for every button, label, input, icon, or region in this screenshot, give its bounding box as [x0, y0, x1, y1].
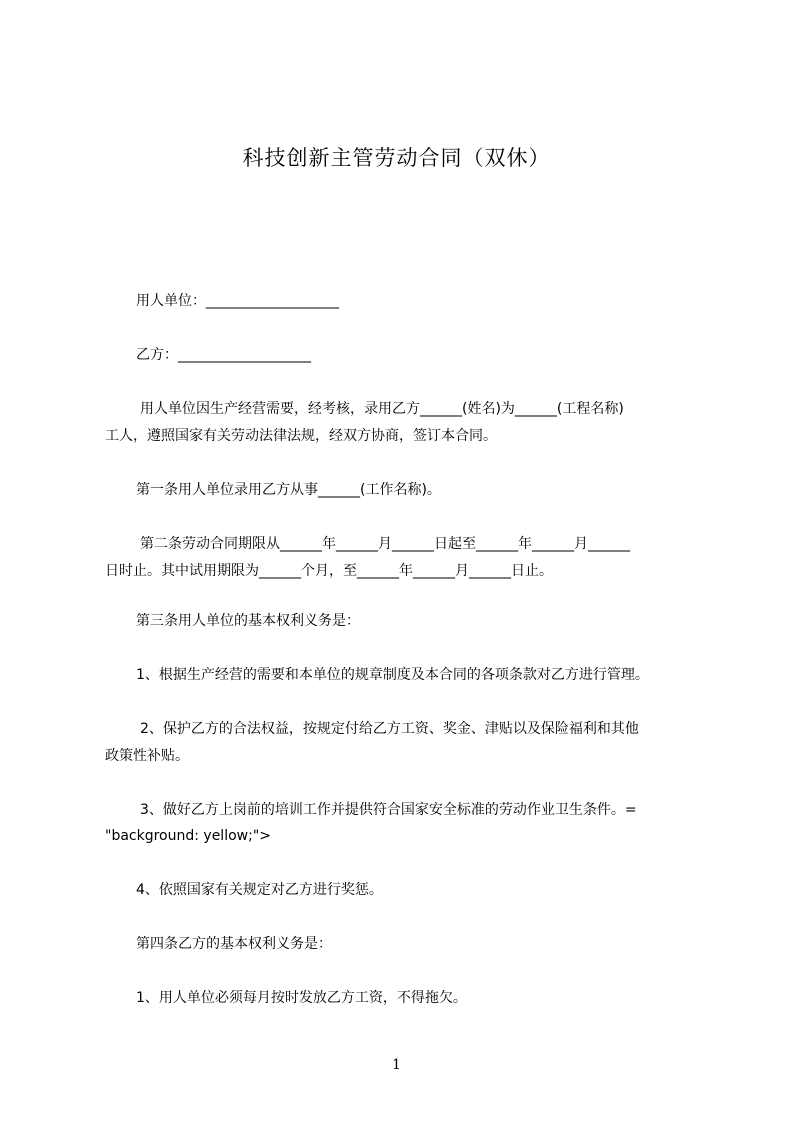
party-b-line: 乙方：___________________ — [136, 347, 311, 363]
article-2-line-2: 日时止。其中试用期限为______个月，至______年______月______日止。 — [105, 563, 553, 579]
employer-line: 用人单位：___________________ — [136, 293, 339, 309]
article-3-heading: 第三条用人单位的基本权利义务是： — [136, 613, 360, 629]
article-3-item-2-line-2: 政策性补贴。 — [105, 748, 189, 764]
document-title: 科技创新主管劳动合同（双休） — [242, 146, 551, 170]
article-3-item-1: 1、根据生产经营的需要和本单位的规章制度及本合同的各项条款对乙方进行管理。 — [136, 667, 649, 683]
intro-paragraph-line-1: 用人单位因生产经营需要，经考核，录用乙方______(姓名)为______(工程名称) — [140, 401, 624, 417]
article-3-item-3-line-2: "background: yellow;"> — [105, 828, 271, 844]
article-3-item-2-line-1: 2、保护乙方的合法权益，按规定付给乙方工资、奖金、津贴以及保险福利和其他 — [140, 721, 639, 737]
article-4-item-1: 1、用人单位必须每月按时发放乙方工资，不得拖欠。 — [136, 990, 467, 1006]
article-4-heading: 第四条乙方的基本权利义务是： — [136, 936, 332, 952]
article-3-item-3-line-1: 3、做好乙方上岗前的培训工作并提供符合国家安全标准的劳动作业卫生条件。= — [140, 802, 637, 818]
article-1-line: 第一条用人单位录用乙方从事______(工作名称)。 — [136, 482, 441, 498]
article-2-line-1: 第二条劳动合同期限从______年______月______日起至______年______月______ — [140, 536, 630, 552]
article-3-item-4: 4、依照国家有关规定对乙方进行奖惩。 — [136, 882, 383, 898]
page-number: 1 — [392, 1057, 401, 1073]
intro-paragraph-line-2: 工人，遵照国家有关劳动法律法规，经双方协商，签订本合同。 — [105, 428, 497, 444]
